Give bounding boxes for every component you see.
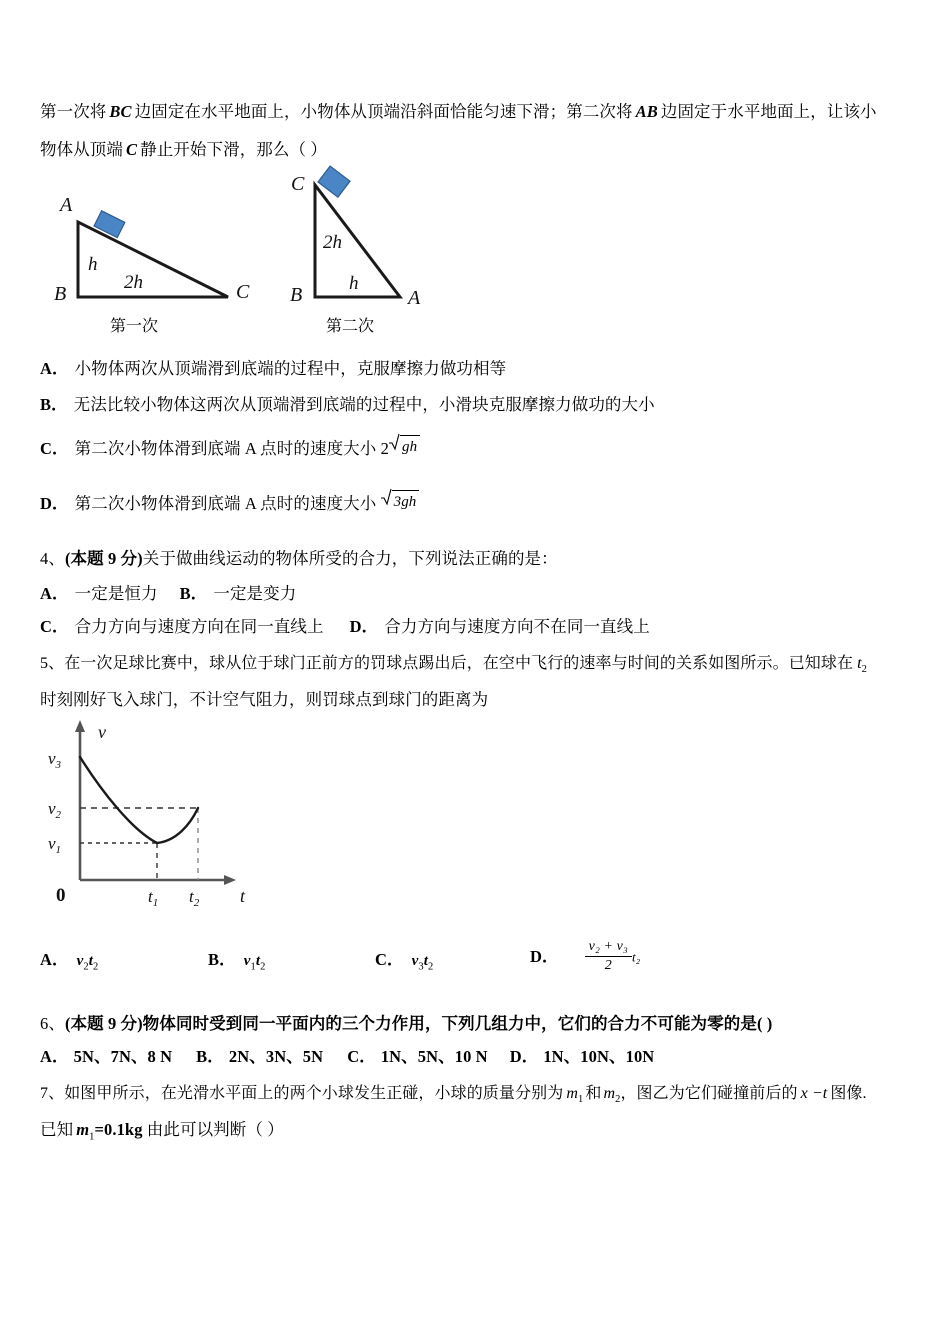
q3-option-d-text: 第二次小物体滑到底端 A 点时的速度大小 [74,494,381,513]
svg-text:v1: $v_1$ [48,834,62,856]
q4-options-row-2 [40,615,650,639]
q3-option-b-text: 无法比较小物体这两次从顶端滑到底端的过程中，小滑块克服摩擦力做功的大小 [73,395,655,414]
q5-option-b-v-sub: 1 [250,961,256,973]
q6-option-d-text: 1N、10N、10N [543,1047,655,1066]
q5-option-d-numerator: v₂ + v₃ [588,939,628,954]
q3-option-d [40,490,419,516]
q3-option-c-radical [389,435,420,459]
q7-text-a: 7、如图甲所示，在光滑水平面上的两个小球发生正碰，小球的质量分别为 [40,1085,564,1102]
q5-option-a [40,948,98,975]
radical-sign-icon [389,433,400,450]
q6-option-d-letter: D． [509,1047,539,1066]
svg-text:v2: $v_2$ [48,799,62,821]
q4-score: (本题 9 分) [64,549,143,568]
q5-option-c-t: t [423,953,429,969]
q4-option-c-text: 合力方向与速度方向在同一直线上 [74,617,324,636]
q7-line2-b: 由此可以判断（ ） [142,1120,284,1139]
q5-option-b-v: v [243,953,251,969]
q3-stem-text-5: 静止开始下滑，那么（ ） [140,140,327,159]
figure-incline-second [282,168,442,313]
q3-option-c-text: 第二次小物体滑到底端 A 点时的速度大小 2 [74,439,389,458]
q3-stem-text-2: 边固定在水平地面上，小物体从顶端沿斜面恰能匀速下滑；第二次将 [134,102,633,121]
q4-number: 4、 [40,549,65,568]
q5-stem-var-t-sub: 2 [861,664,868,676]
svg-text:A: A [60,194,73,216]
q7-line2-m1: m [76,1120,90,1139]
q3-option-b-letter: B． [40,395,68,414]
svg-text:2h: 2h [323,232,342,253]
q3-stem-line-1 [40,100,877,124]
q3-option-a-letter: A． [40,359,69,378]
q6-stem [40,1012,772,1036]
q3-option-c-letter: C． [40,439,69,458]
q7-xt-label: x −t [800,1085,828,1102]
svg-text:2h: 2h [124,272,143,293]
svg-text:t2: $t_2$ [189,887,200,909]
svg-text:A: A [408,287,421,309]
q7-m1-sub: 1 [577,1094,584,1106]
q3-option-d-radical [381,490,420,514]
q5-option-b [208,948,265,975]
q3-stem-line-2 [40,138,327,162]
q5-stem-var-t: t [857,655,862,672]
svg-text:h: h [349,273,359,294]
q6-option-b-letter: B． [196,1047,224,1066]
q5-stem-line-2: 时刻刚好飞入球门，不计空气阻力，则罚球点到球门的距离为 [40,690,489,709]
svg-text:B: B [54,283,67,305]
q6-option-c-text: 1N、5N、10 N [380,1047,488,1066]
q7-line2-a: 已知 [40,1120,74,1139]
svg-text:v: v [98,722,106,742]
q5-option-d [530,940,640,976]
svg-text:C: C [291,173,305,195]
q5-option-c-t-sub: 2 [428,961,434,973]
q6-option-a-text: 5N、7N、8 N [73,1047,173,1066]
q7-text-d: 图像. [830,1085,867,1102]
q6-option-b-text: 2N、3N、5N [228,1047,324,1066]
q5-option-c-v: v [411,953,419,969]
q6-score: (本题 9 分) [64,1014,143,1033]
q7-m1: m [566,1085,578,1102]
svg-text:t1: $t_1$ [148,887,159,909]
q5-option-c-v-sub: 3 [418,961,424,973]
q7-line2-value: =0.1kg [94,1120,143,1139]
q4-body: 关于做曲线运动的物体所受的合力，下列说法正确的是： [142,549,558,568]
q4-stem [40,547,558,571]
q3-stem-text-4: 物体从顶端 [40,140,123,159]
q5-option-d-denominator: 2 [585,956,632,975]
q7-text-c: ，图乙为它们碰撞前后的 [620,1085,798,1102]
q3-option-a-text: 小物体两次从顶端滑到底端的过程中，克服摩擦力做功相等 [74,359,507,378]
svg-text:C: C [236,281,250,303]
svg-text:h: h [88,254,98,275]
figure-incline-first [50,178,280,313]
q7-text-b: 和 [585,1085,602,1102]
q4-option-b-letter: B． [179,584,208,603]
svg-text:B: B [290,284,303,306]
svg-text:v3: $v_3$ [48,749,62,771]
q4-option-c-letter: C． [40,617,69,636]
q3-option-d-radicand: 3gh [392,490,420,514]
q5-option-d-multiplier: t₂ [631,949,641,965]
q5-option-d-letter: D． [530,946,559,966]
q5-option-d-expression [559,940,641,976]
q4-option-b-text: 一定是变力 [213,584,297,603]
q7-stem-line-2 [40,1118,284,1145]
q5-option-b-t: t [255,953,261,969]
q4-option-d-text: 合力方向与速度方向不在同一直线上 [384,617,650,636]
q3-edge-bc-label: BC [109,102,132,121]
q5-option-c [375,948,433,975]
q6-body: 物体同时受到同一平面内的三个力作用，下列几组力中，它们的合力不可能为零的是( ) [142,1014,773,1033]
q3-option-c-radicand: gh [400,435,420,459]
q3-option-d-letter: D． [40,494,69,513]
q5-option-a-t-sub: 2 [93,961,99,973]
q5-stem-line-1 [40,652,867,677]
q7-stem-line-1 [40,1082,867,1107]
q7-line2-m1-sub: 1 [89,1131,95,1143]
q6-options [40,1045,654,1069]
q3-option-b [40,393,655,417]
q5-option-a-v: v [76,953,84,969]
figure-caption-second: 第二次 [326,318,375,335]
q6-option-c-letter: C． [347,1047,376,1066]
q7-m2-sub: 2 [615,1094,621,1106]
q4-option-a-text: 一定是恒力 [74,584,158,603]
svg-text:0: 0 [56,885,66,906]
q4-option-d-letter: D． [349,617,379,636]
q4-option-a-letter: A． [40,584,69,603]
q3-vertex-c-label: C [126,140,138,159]
q6-option-a-letter: A． [40,1047,69,1066]
q5-option-a-v-sub: 2 [83,961,89,973]
q5-option-c-letter: C． [375,950,404,969]
q5-option-b-letter: B． [208,950,236,969]
q7-m2: m [603,1085,616,1102]
velocity-time-chart [40,712,270,912]
q5-option-a-letter: A． [40,950,69,969]
q3-edge-ab-label: AB [635,102,658,121]
q3-option-a [40,357,506,381]
q6-number: 6、 [40,1014,65,1033]
q4-options-row-1 [40,582,296,606]
q5-option-b-t-sub: 2 [260,961,266,973]
svg-text:t: t [240,886,246,906]
q5-option-d-fraction [585,938,632,974]
q3-option-c [40,435,420,461]
q3-stem-text: 第一次将 [40,102,107,121]
q5-option-a-t: t [88,953,94,969]
radical-sign-icon [381,488,392,505]
q3-stem-text-3: 边固定于水平地面上，让该小 [660,102,877,121]
figure-caption-first: 第一次 [110,318,159,335]
q5-stem-text: 5、在一次足球比赛中，球从位于球门正前方的罚球点踢出后，在空中飞行的速率与时间的关系如图所示。已知球在 [40,655,854,672]
